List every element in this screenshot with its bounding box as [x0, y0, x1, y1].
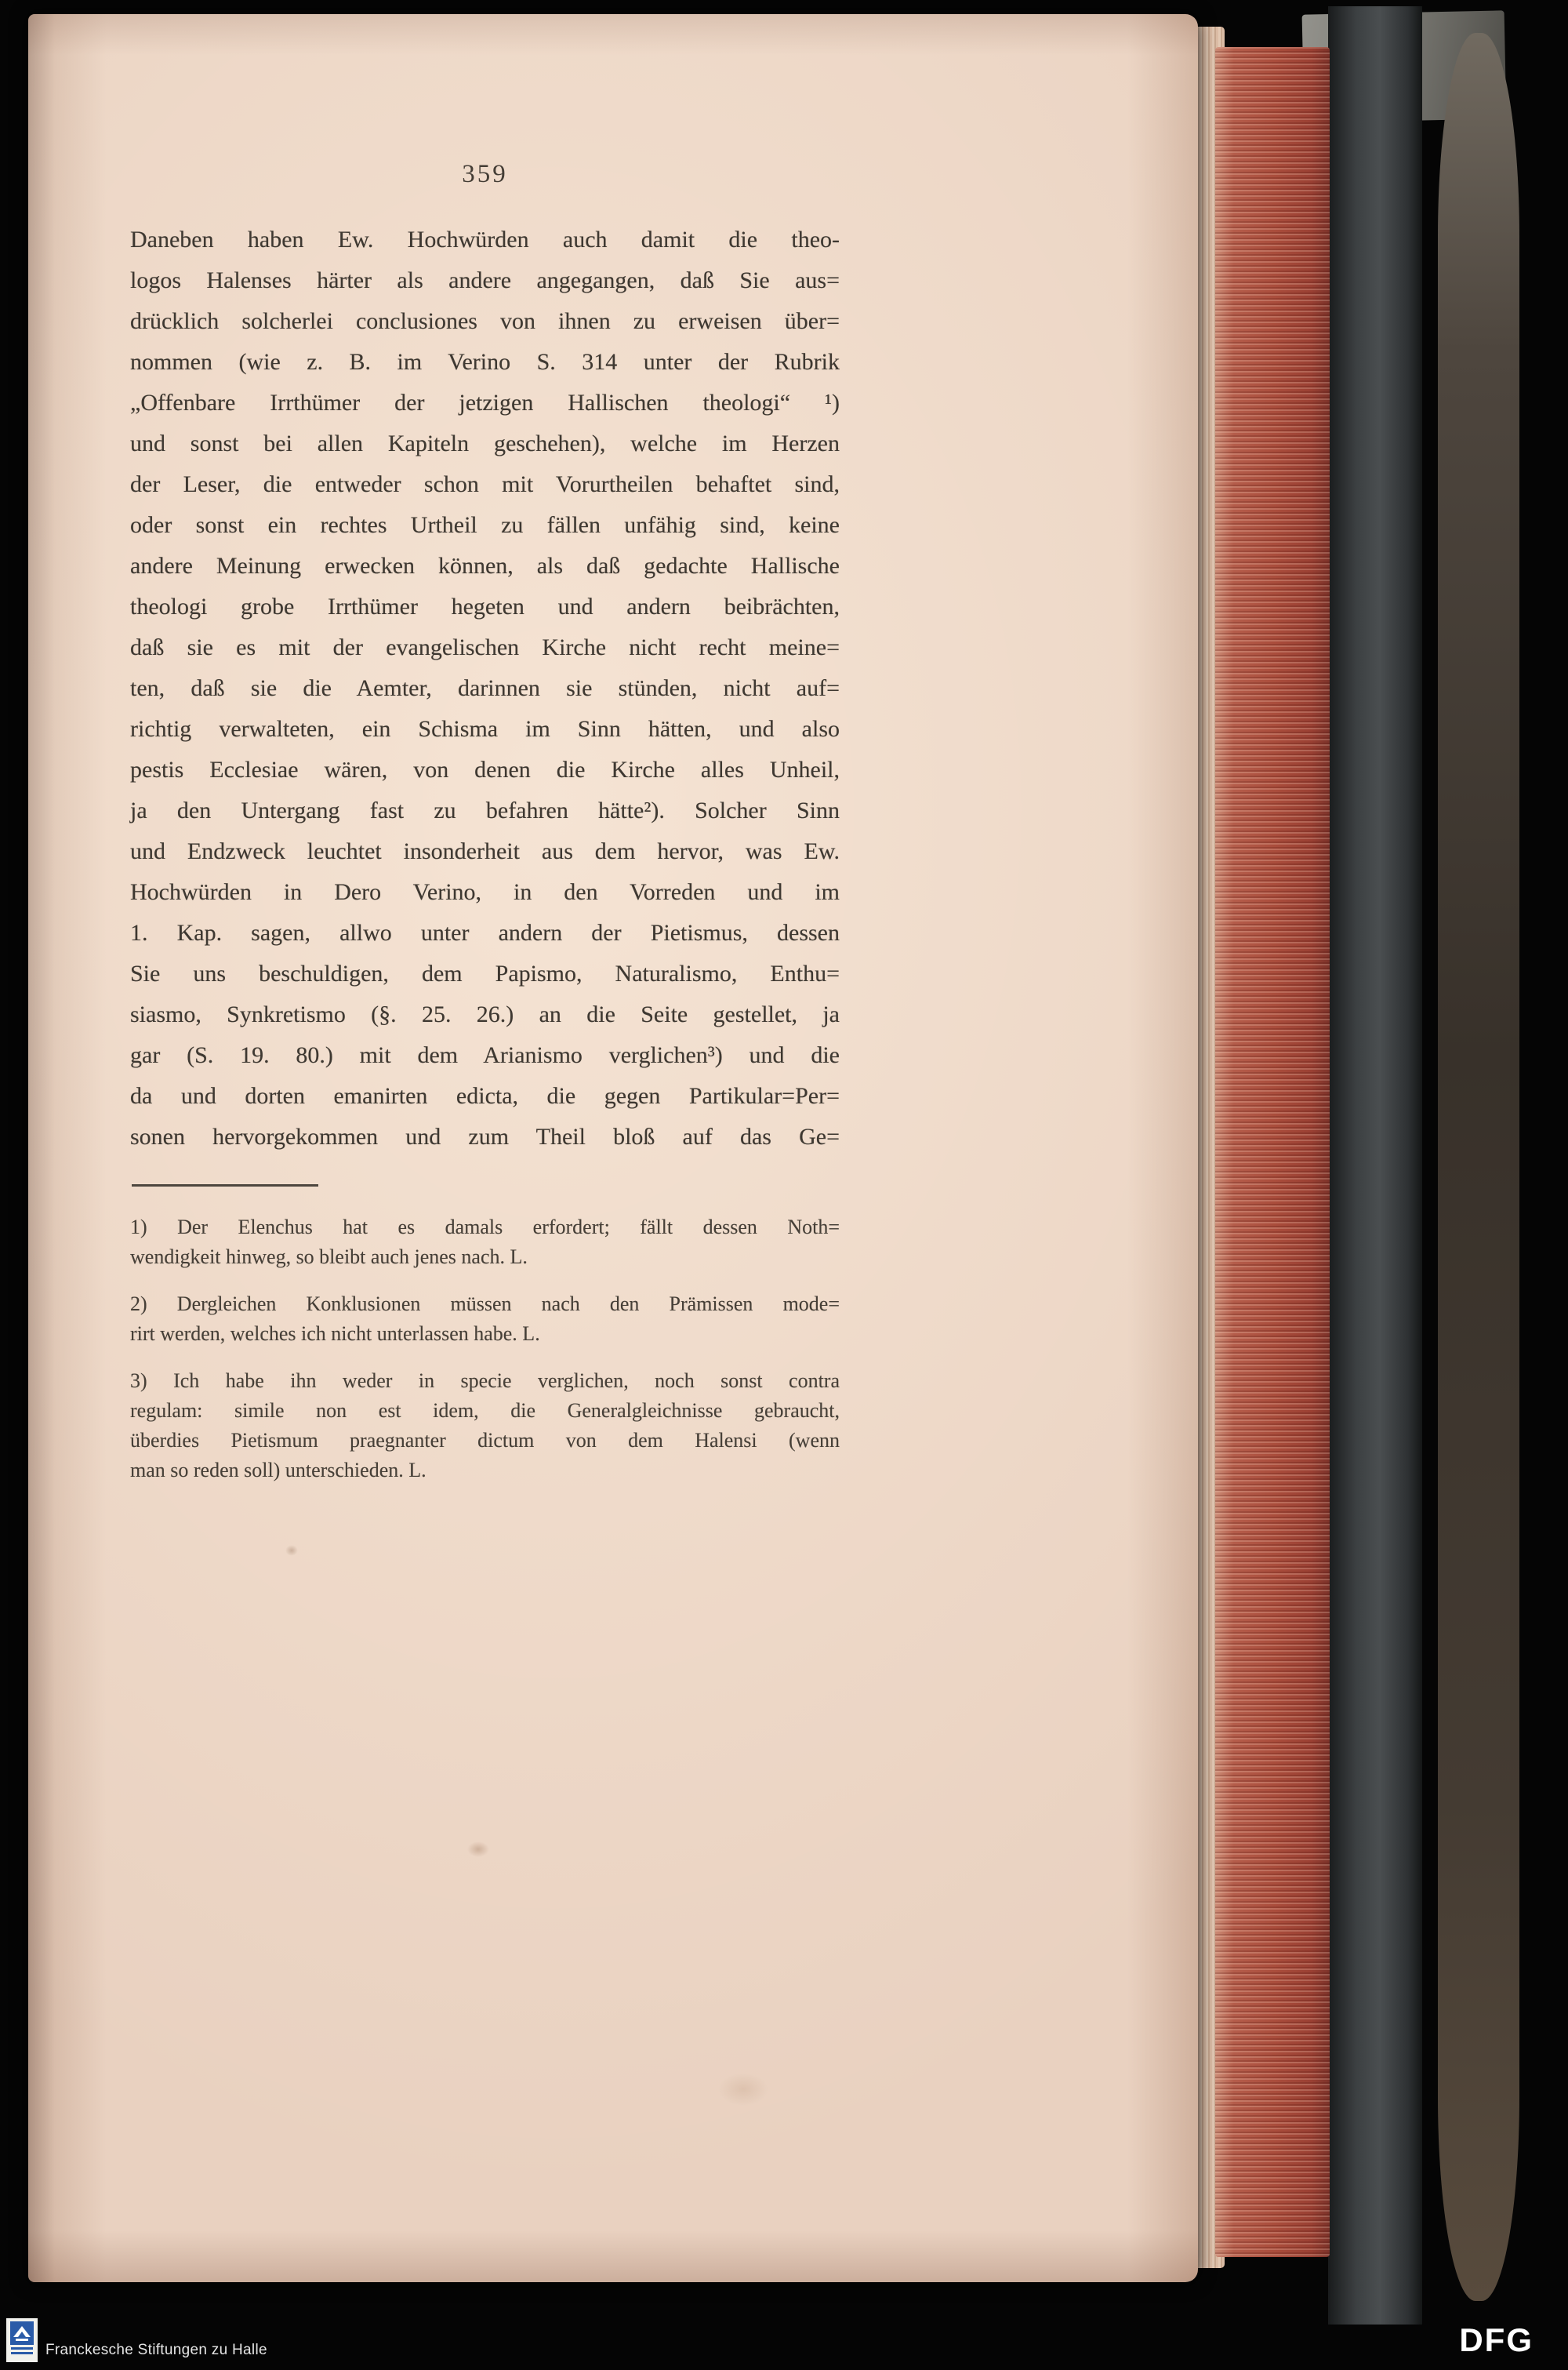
page-number: 359: [462, 160, 508, 188]
text-line: drücklich solcherlei conclusiones von ihnen zu erweisen über=: [130, 308, 840, 334]
text-line: da und dorten emanirten edicta, die gegen Partikular=Per=: [130, 1083, 840, 1109]
text-line: Daneben haben Ew. Hochwürden auch damit die theo-: [130, 227, 840, 253]
footnote-2: [130, 1289, 840, 1349]
footnotes: [130, 1212, 840, 1503]
text-line: Hochwürden in Dero Verino, in den Vorreden und im: [130, 879, 840, 905]
body-text: [130, 220, 840, 1158]
footnote-line: rirt werden, welches ich nicht unterlassen habe. L.: [130, 1322, 540, 1345]
text-line: nommen (wie z. B. im Verino S. 314 unter der Rubrik: [130, 349, 840, 375]
text-line: siasmo, Synkretismo (§. 25. 26.) an die Seite gestellet, ja: [130, 1001, 840, 1027]
text-line: oder sonst ein rechtes Urtheil zu fällen unfähig sind, keine: [130, 512, 840, 538]
text-line: und Endzweck leuchtet insonderheit aus dem hervor, was Ew.: [130, 838, 840, 864]
red-fore-edge: [1215, 47, 1330, 2257]
footnote-1: [130, 1212, 840, 1272]
footer-bar: [0, 2310, 1568, 2370]
book-binding-strip: [1328, 6, 1422, 2325]
text-line: ten, daß sie die Aemter, darinnen sie stünden, nicht auf=: [130, 675, 840, 701]
footnote-line: 3) Ich habe ihn weder in specie verglichen, noch sonst contra: [130, 1369, 840, 1392]
text-line: richtig verwalteten, ein Schisma im Sinn hätten, und also: [130, 716, 840, 742]
footnote-line: man so reden soll) unterschieden. L.: [130, 1459, 426, 1481]
footnote-line: 2) Dergleichen Konklusionen müssen nach den Prämissen mode=: [130, 1292, 840, 1315]
text-line: theologi grobe Irrthümer hegeten und andern beibrächten,: [130, 594, 840, 620]
text-line: gar (S. 19. 80.) mit dem Arianismo verglichen³) und die: [130, 1042, 840, 1068]
footnote-line: 1) Der Elenchus hat es damals erfordert; fällt dessen Noth=: [130, 1216, 840, 1238]
footnote-rule: [132, 1184, 318, 1187]
logo-text-lines: [11, 2345, 33, 2354]
dfg-logo: DFG: [1459, 2321, 1534, 2358]
footnote-line: regulam: simile non est idem, die Generalgleichnisse gebraucht,: [130, 1399, 840, 1422]
text-line: „Offenbare Irrthümer der jetzigen Hallischen theologi“ ¹): [130, 390, 840, 416]
text-line: daß sie es mit der evangelischen Kirche nicht recht meine=: [130, 634, 840, 660]
text-line: logos Halenses härter als andere angegangen, daß Sie aus=: [130, 267, 840, 293]
scanned-page: [28, 14, 1198, 2282]
institution-label: Franckesche Stiftungen zu Halle: [45, 2342, 267, 2358]
text-line: ja den Untergang fast zu befahren hätte²). Solcher Sinn: [130, 798, 840, 823]
text-line: andere Meinung erwecken können, als daß gedachte Hallische: [130, 553, 840, 579]
franckesche-emblem-icon: [10, 2321, 34, 2345]
text-line: 1. Kap. sagen, allwo unter andern der Pietismus, dessen: [130, 920, 840, 946]
text-line: und sonst bei allen Kapiteln geschehen), welche im Herzen: [130, 431, 840, 456]
text-line: Sie uns beschuldigen, dem Papismo, Naturalismo, Enthu=: [130, 961, 840, 987]
page-stain: [467, 1841, 489, 1857]
page-stain: [285, 1545, 298, 1556]
page-stain: [718, 2073, 768, 2106]
text-line: pestis Ecclesiae wären, von denen die Kirche alles Unheil,: [130, 757, 840, 783]
franckesche-stiftungen-logo: [6, 2318, 38, 2362]
text-line: der Leser, die entweder schon mit Vorurtheilen behaftet sind,: [130, 471, 840, 497]
footnote-3: [130, 1366, 840, 1485]
text-line: sonen hervorgekommen und zum Theil bloß auf das Ge=: [130, 1124, 840, 1150]
book-back-cover-edge: [1438, 33, 1519, 2301]
footnote-line: überdies Pietismum praegnanter dictum von dem Halensi (wenn: [130, 1429, 840, 1452]
footnote-line: wendigkeit hinweg, so bleibt auch jenes nach. L.: [130, 1245, 528, 1268]
